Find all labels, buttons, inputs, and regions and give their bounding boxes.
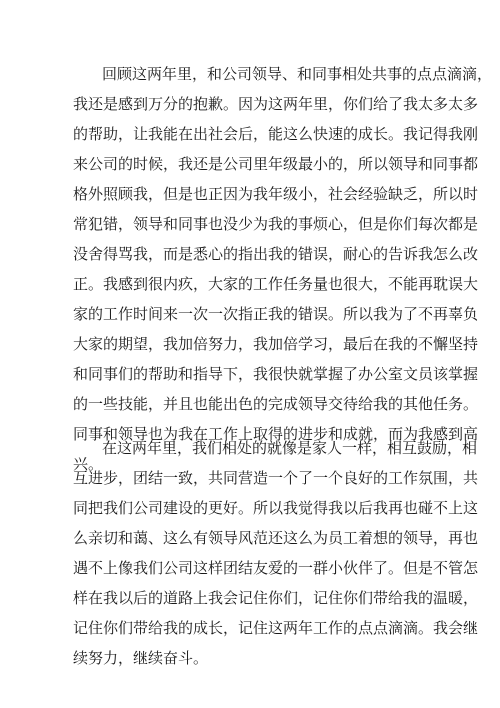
text-line: 来公司的时候，我还是公司里年级最小的，所以领导和同事都 xyxy=(73,155,479,173)
text-line: 和同事们的帮助和指导下，我很快就掌握了办公室文员该掌握 xyxy=(73,365,479,383)
text-line: 记住你们带给我的成长，记住这两年工作的点点滴滴。我会继 xyxy=(73,619,479,637)
text-line: 没舍得骂我，而是悉心的指出我的错误，耐心的告诉我怎么改 xyxy=(73,245,479,263)
text-line: 的一些技能，并且也能出色的完成领导交待给我的其他任务。 xyxy=(73,395,479,413)
text-line: 在这两年里，我们相处的就像是家人一样，相互鼓励，相 xyxy=(102,439,478,457)
text-line: 样在我以后的道路上我会记住你们，记住你们带给我的温暖， xyxy=(73,589,479,607)
text-line: 互进步，团结一致，共同营造一个了一个良好的工作氛围，共 xyxy=(73,469,479,487)
text-line: 我还是感到万分的抱歉。因为这两年里，你们给了我太多太多 xyxy=(73,95,479,113)
text-line: 的帮助，让我能在出社会后，能这么快速的成长。我记得我刚 xyxy=(73,125,479,143)
text-line: 常犯错，领导和同事也没少为我的事烦心，但是你们每次都是 xyxy=(73,215,479,233)
text-line: 么亲切和蔼、这么有领导风范还这么为员工着想的领导，再也 xyxy=(73,529,479,547)
text-line: 大家的期望，我加倍努力，我加倍学习，最后在我的不懈坚持 xyxy=(73,335,479,353)
text-line: 同事和领导也为我在工作上取得的进步和成就，而为我感到高 xyxy=(73,425,479,443)
text-line: 兴。 xyxy=(73,455,104,473)
text-line: 家的工作时间来一次一次指正我的错误。所以我为了不再辜负 xyxy=(73,305,479,323)
text-line: 同把我们公司建设的更好。所以我觉得我以后我再也碰不上这 xyxy=(73,499,479,517)
text-line: 格外照顾我，但是也正因为我年级小，社会经验缺乏，所以时 xyxy=(73,185,479,203)
text-line: 正。我感到很内疚，大家的工作任务量也很大，不能再耽误大 xyxy=(73,275,479,293)
text-line: 回顾这两年里，和公司领导、和同事相处共事的点点滴滴， xyxy=(102,65,493,83)
text-line: 遇不上像我们公司这样团结友爱的一群小伙伴了。但是不管怎 xyxy=(73,559,479,577)
text-line: 续努力，继续奋斗。 xyxy=(73,649,209,667)
